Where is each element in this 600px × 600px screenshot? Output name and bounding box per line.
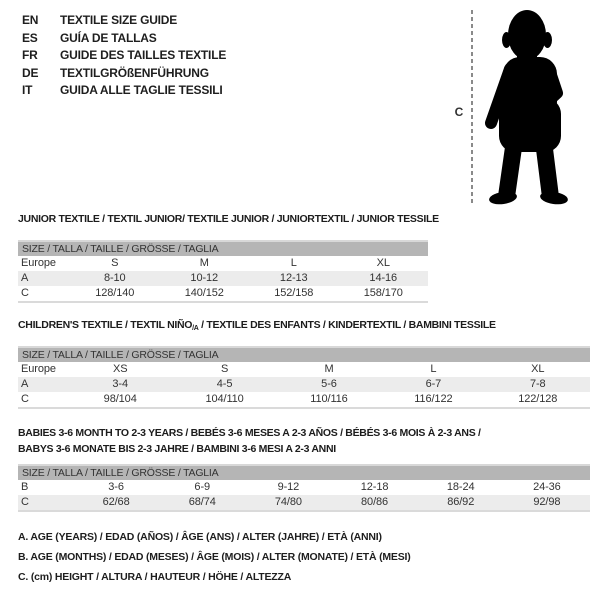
size-cell: S <box>111 257 119 269</box>
size-cell: 12-13 <box>249 271 339 286</box>
footnote-c: C. (cm) HEIGHT / ALTURA / HAUTEUR / HÖHE / ALTEZZA <box>18 571 292 583</box>
size-cell: 10-12 <box>160 271 250 286</box>
row-label: A <box>18 377 68 392</box>
size-cell: M <box>324 363 334 375</box>
row-label: A <box>18 271 70 286</box>
size-cell: 5-6 <box>277 377 381 392</box>
language-label: GUÍA DE TALLAS <box>60 30 157 45</box>
size-header-label: SIZE / TALLA / TAILLE / GRÖSSE / TAGLIA <box>18 347 590 362</box>
size-cell: 18-24 <box>446 481 475 493</box>
size-cell: 152/158 <box>274 287 314 299</box>
size-cell: 122/128 <box>518 393 558 405</box>
size-cell: 12-18 <box>360 481 389 493</box>
size-cell: 140/152 <box>184 287 224 299</box>
table-title-babies-line2: BABYS 3-6 MONATE BIS 2-3 JAHRE / BAMBINI 3-6 MESI A 2-3 ANNI <box>18 443 336 455</box>
size-cell: 80/86 <box>331 495 417 511</box>
language-row <box>22 13 226 31</box>
row-label: C <box>18 495 73 511</box>
size-cell: 3-4 <box>68 377 172 392</box>
table-row <box>18 362 590 377</box>
height-measure-line <box>471 10 473 206</box>
size-cell: 158/170 <box>363 287 403 299</box>
size-table-junior <box>18 240 428 303</box>
table-title-children-post: / TEXTILE DES ENFANTS / KINDERTEXTIL / BAMBINI TESSILE <box>198 319 496 331</box>
size-header-label: SIZE / TALLA / TAILLE / GRÖSSE / TAGLIA <box>18 465 590 480</box>
size-cell: 86/92 <box>418 495 504 511</box>
size-cell: 7-8 <box>486 377 590 392</box>
row-label: B <box>21 481 29 493</box>
size-cell: XL <box>531 363 545 375</box>
row-label: Europe <box>21 257 56 269</box>
table-title-children-sub: /A <box>192 325 199 332</box>
size-cell: 116/122 <box>414 393 453 405</box>
size-cell: 9-12 <box>277 481 300 493</box>
table-row <box>18 256 428 271</box>
language-row <box>22 31 226 49</box>
size-cell: 3-6 <box>108 481 124 493</box>
size-cell: 104/110 <box>205 393 244 405</box>
size-cell: 128/140 <box>95 287 135 299</box>
size-cell: 8-10 <box>70 271 160 286</box>
size-cell: S <box>220 363 229 375</box>
footnote-b: B. AGE (MONTHS) / EDAD (MESES) / ÂGE (MOIS) / ALTER (MONATE) / ETÀ (MESI) <box>18 551 411 563</box>
table-row <box>18 495 590 511</box>
language-row <box>22 83 226 101</box>
size-cell: 110/116 <box>310 393 348 405</box>
size-cell: 68/74 <box>159 495 245 511</box>
language-code: EN <box>22 13 39 27</box>
toddler-silhouette-icon <box>478 5 598 210</box>
table-row <box>18 480 590 495</box>
size-cell: 92/98 <box>504 495 590 511</box>
language-code: DE <box>22 65 39 80</box>
size-cell: 4-5 <box>172 377 276 392</box>
table-title-children-pre: CHILDREN'S TEXTILE / TEXTIL NIÑO <box>18 319 193 331</box>
language-row <box>22 48 226 66</box>
size-cell: 74/80 <box>245 495 331 511</box>
footnotes <box>18 531 411 591</box>
size-cell: L <box>430 363 437 375</box>
size-cell: 14-16 <box>339 271 429 286</box>
language-code: IT <box>22 83 33 97</box>
row-label: Europe <box>21 363 56 375</box>
size-cell: XS <box>112 363 128 375</box>
table-row <box>18 377 590 392</box>
size-table-children <box>18 346 590 409</box>
language-label: TEXTILGRÖßENFÜHRUNG <box>60 65 209 80</box>
size-cell: 62/68 <box>73 495 159 511</box>
row-label: C <box>21 393 29 405</box>
language-code: ES <box>22 30 38 45</box>
table-title-children <box>18 319 496 332</box>
size-cell: XL <box>376 257 390 269</box>
size-cell: 98/104 <box>103 393 137 405</box>
size-cell: 6-9 <box>194 481 211 493</box>
table-title-junior: JUNIOR TEXTILE / TEXTIL JUNIOR/ TEXTILE JUNIOR / JUNIORTEXTIL / JUNIOR TESSILE <box>18 213 439 225</box>
language-label: TEXTILE SIZE GUIDE <box>60 13 178 27</box>
language-label: GUIDE DES TAILLES TEXTILE <box>60 48 227 62</box>
table-title-babies-line1: BABIES 3-6 MONTH TO 2-3 YEARS / BEBÉS 3-6 MESES A 2-3 AÑOS / BÉBÉS 3-6 MOIS À 2-3 ANS / <box>18 427 481 439</box>
table-row <box>18 286 428 302</box>
height-measure-label: C <box>454 105 464 119</box>
size-header-row <box>18 241 428 256</box>
size-cell: 6-7 <box>381 377 485 392</box>
size-cell: M <box>199 257 209 269</box>
language-label: GUIDA ALLE TAGLIE TESSILI <box>60 83 223 97</box>
size-cell: 24-36 <box>533 481 561 493</box>
row-label: C <box>21 287 29 299</box>
size-header-label: SIZE / TALLA / TAILLE / GRÖSSE / TAGLIA <box>18 241 428 256</box>
table-row <box>18 271 428 286</box>
size-header-row <box>18 465 590 480</box>
footnote-a: A. AGE (YEARS) / EDAD (AÑOS) / ÂGE (ANS) / ALTER (JAHRE) / ETÀ (ANNI) <box>18 531 382 543</box>
language-list <box>22 13 226 101</box>
size-header-row <box>18 347 590 362</box>
table-row <box>18 392 590 408</box>
size-table-babies <box>18 464 590 512</box>
language-row <box>22 66 226 84</box>
language-code: FR <box>22 48 38 62</box>
size-cell: L <box>290 257 297 269</box>
